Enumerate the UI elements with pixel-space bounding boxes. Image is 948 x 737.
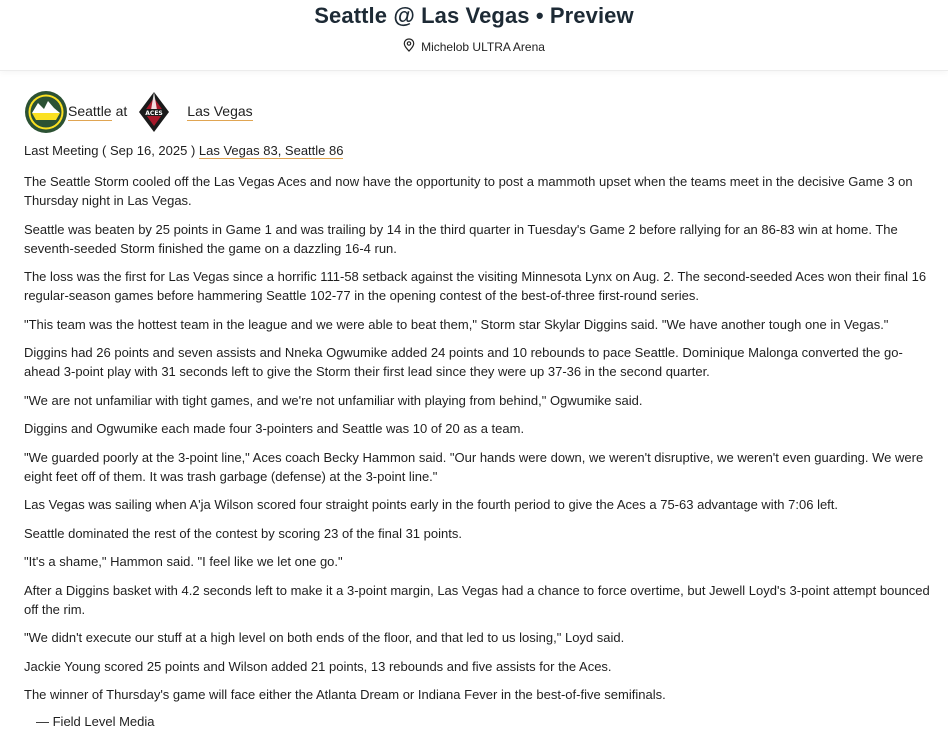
home-team-link[interactable]: Las Vegas xyxy=(187,103,253,119)
matchup-row xyxy=(24,90,936,134)
svg-text:ACES: ACES xyxy=(145,110,164,117)
article-paragraph: The winner of Thursday's game will face either the Atlanta Dream or Indiana Fever in the best-of-five semifinals. xyxy=(24,687,666,702)
article-paragraph: Jackie Young scored 25 points and Wilson added 21 points, 13 rebounds and five assists for the Aces. xyxy=(24,658,612,674)
seattle-storm-logo[interactable] xyxy=(24,90,68,134)
away-team-link[interactable]: Seattle xyxy=(68,103,112,119)
article-paragraph: "It's a shame," Hammon said. "I feel like we let one go." xyxy=(24,554,343,569)
last-meeting-label: Last Meeting ( Sep 16, 2025 ) xyxy=(24,143,196,158)
article-paragraph: After a Diggins basket with 4.2 seconds left to make it a 3-point margin, Las Vegas had a chance to force overtime, but Jewell Loyd's 3-point attempt bounced off the rim. xyxy=(24,582,930,617)
article-container xyxy=(24,90,936,729)
article-paragraph: "We didn't execute our stuff at a high level on both ends of the floor, and that led to us losing," Loyd said. xyxy=(24,630,625,645)
article-paragraph: Las Vegas was sailing when A'ja Wilson scored four straight points early in the fourth period to give the Aces a 75-63 advantage with 7:06 left. xyxy=(24,497,839,512)
last-meeting-result-link[interactable]: Las Vegas 83, Seattle 86 xyxy=(198,143,344,158)
page-title: Seattle @ Las Vegas • Preview xyxy=(314,3,634,28)
venue-line xyxy=(0,38,948,55)
article-paragraph: Seattle dominated the rest of the contest by scoring 23 of the final 31 points. xyxy=(24,525,462,541)
article-body xyxy=(24,172,936,729)
article-paragraph: Seattle was beaten by 25 points in Game 1 and was trailing by 14 in the third quarter in Tuesday's Game 2 before rallying for an 86-83 win at home. The seventh-seeded Storm finished the game on a dazzling 16-4 run. xyxy=(24,221,898,256)
article-paragraph: Diggins and Ogwumike each made four 3-pointers and Seattle was 10 of 20 as a team. xyxy=(24,421,525,436)
map-pin-icon xyxy=(403,38,415,55)
article-paragraph: The loss was the first for Las Vegas since a horrific 111-58 setback against the visiting Minnesota Lynx on Aug. 2. The second-seeded Aces won their final 16 regular-season games before hammering Seattle 102-77 in the opening contest of the best-of-three first-round series. xyxy=(24,269,927,303)
article-credit: — Field Level Media xyxy=(36,713,155,729)
article-paragraph: "We are not unfamiliar with tight games, and we're not unfamiliar with playing from behind," Ogwumike said. xyxy=(24,392,643,408)
article-paragraph: "We guarded poorly at the 3-point line," Aces coach Becky Hammon said. "Our hands were down, we weren't disruptive, we weren't even guarding. We were eight feet off of them. It was trash garbage (defense) at the 3-point line." xyxy=(24,449,924,484)
article-paragraph: Diggins had 26 points and seven assists and Nneka Ogwumike added 24 points and 10 rebounds to pace Seattle. Dominique Malonga converted the go-ahead 3-point play with 31 seconds left to give the Storm their first lead since they were up 37-36 in the second quarter. xyxy=(24,345,903,379)
venue-name: Michelob ULTRA Arena xyxy=(421,39,545,54)
matchup-separator: at xyxy=(115,103,128,119)
article-paragraph: The Seattle Storm cooled off the Las Vegas Aces and now have the opportunity to post a mammoth upset when the teams meet in the decisive Game 3 on Thursday night in Las Vegas. xyxy=(24,174,913,208)
last-meeting xyxy=(24,142,936,160)
article-paragraph: "This team was the hottest team in the league and we were able to beat them," Storm star Skylar Diggins said. "We have another tough one in Vegas." xyxy=(24,316,889,332)
las-vegas-aces-logo[interactable] xyxy=(137,90,181,134)
preview-header xyxy=(0,0,948,71)
